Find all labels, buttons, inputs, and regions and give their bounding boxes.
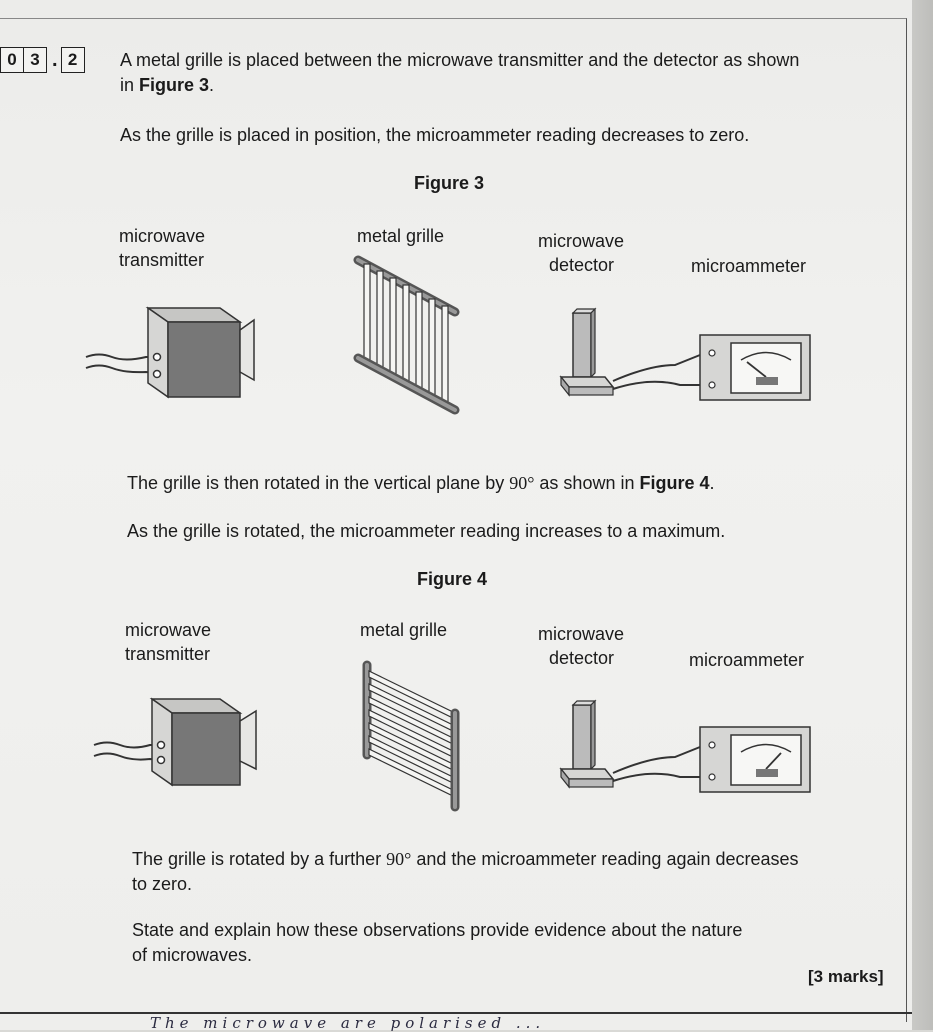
question-dot: .: [52, 48, 58, 71]
handwritten-answer: The microwave are polarised ...: [150, 1014, 546, 1032]
figure-ref: Figure 4: [639, 473, 710, 493]
page-edge: [912, 0, 933, 1030]
figure3-ammeter-label: microammeter: [691, 256, 807, 276]
figure3-title: Figure 3: [414, 173, 485, 193]
intro-line-2: in Figure 3.: [120, 75, 215, 95]
further-text-line2: to zero.: [132, 874, 193, 894]
increase-text: As the grille is rotated, the microammeter reading increases to a maximum.: [127, 521, 726, 541]
question-digit: 2: [61, 47, 85, 73]
figure4-transmitter-label: microwave transmitter: [125, 620, 212, 664]
figure-ref: Figure 3: [139, 75, 210, 95]
figure3-detector-illustration: [555, 305, 820, 410]
task-line-2: of microwaves.: [132, 945, 253, 965]
figure3-transmitter-label: microwave transmitter: [119, 226, 206, 270]
figure3-detector-label: microwave detector: [538, 231, 625, 275]
figure4-ammeter-label: microammeter: [689, 650, 805, 670]
further-text: The grille is rotated by a further 90° and the microammeter reading again decreases: [132, 849, 799, 869]
figure4-transmitter-illustration: [92, 693, 272, 793]
figure4-detector-illustration: [555, 697, 820, 802]
question-digit: 0: [0, 47, 23, 73]
intro-line-1: A metal grille is placed between the microwave transmitter and the detector as shown: [120, 50, 800, 70]
figure3-transmitter-illustration: [84, 300, 264, 405]
figure4-detector-label: microwave detector: [538, 624, 625, 668]
figure3-grille-label: metal grille: [357, 226, 445, 246]
decrease-text: As the grille is placed in position, the microammeter reading decreases to zero.: [120, 125, 750, 145]
rotate-text: The grille is then rotated in the vertical plane by 90° as shown in Figure 4.: [127, 473, 715, 493]
task-line-1: State and explain how these observations provide evidence about the nature: [132, 920, 743, 940]
figure4-grille-label: metal grille: [360, 620, 448, 640]
marks-label: [3 marks]: [808, 967, 884, 986]
figure4-title: Figure 4: [417, 569, 488, 589]
figure4-grille-illustration: [355, 655, 470, 820]
figure3-grille-illustration: [350, 250, 465, 425]
question-number: [0, 47, 85, 73]
question-digit: 3: [23, 47, 47, 73]
